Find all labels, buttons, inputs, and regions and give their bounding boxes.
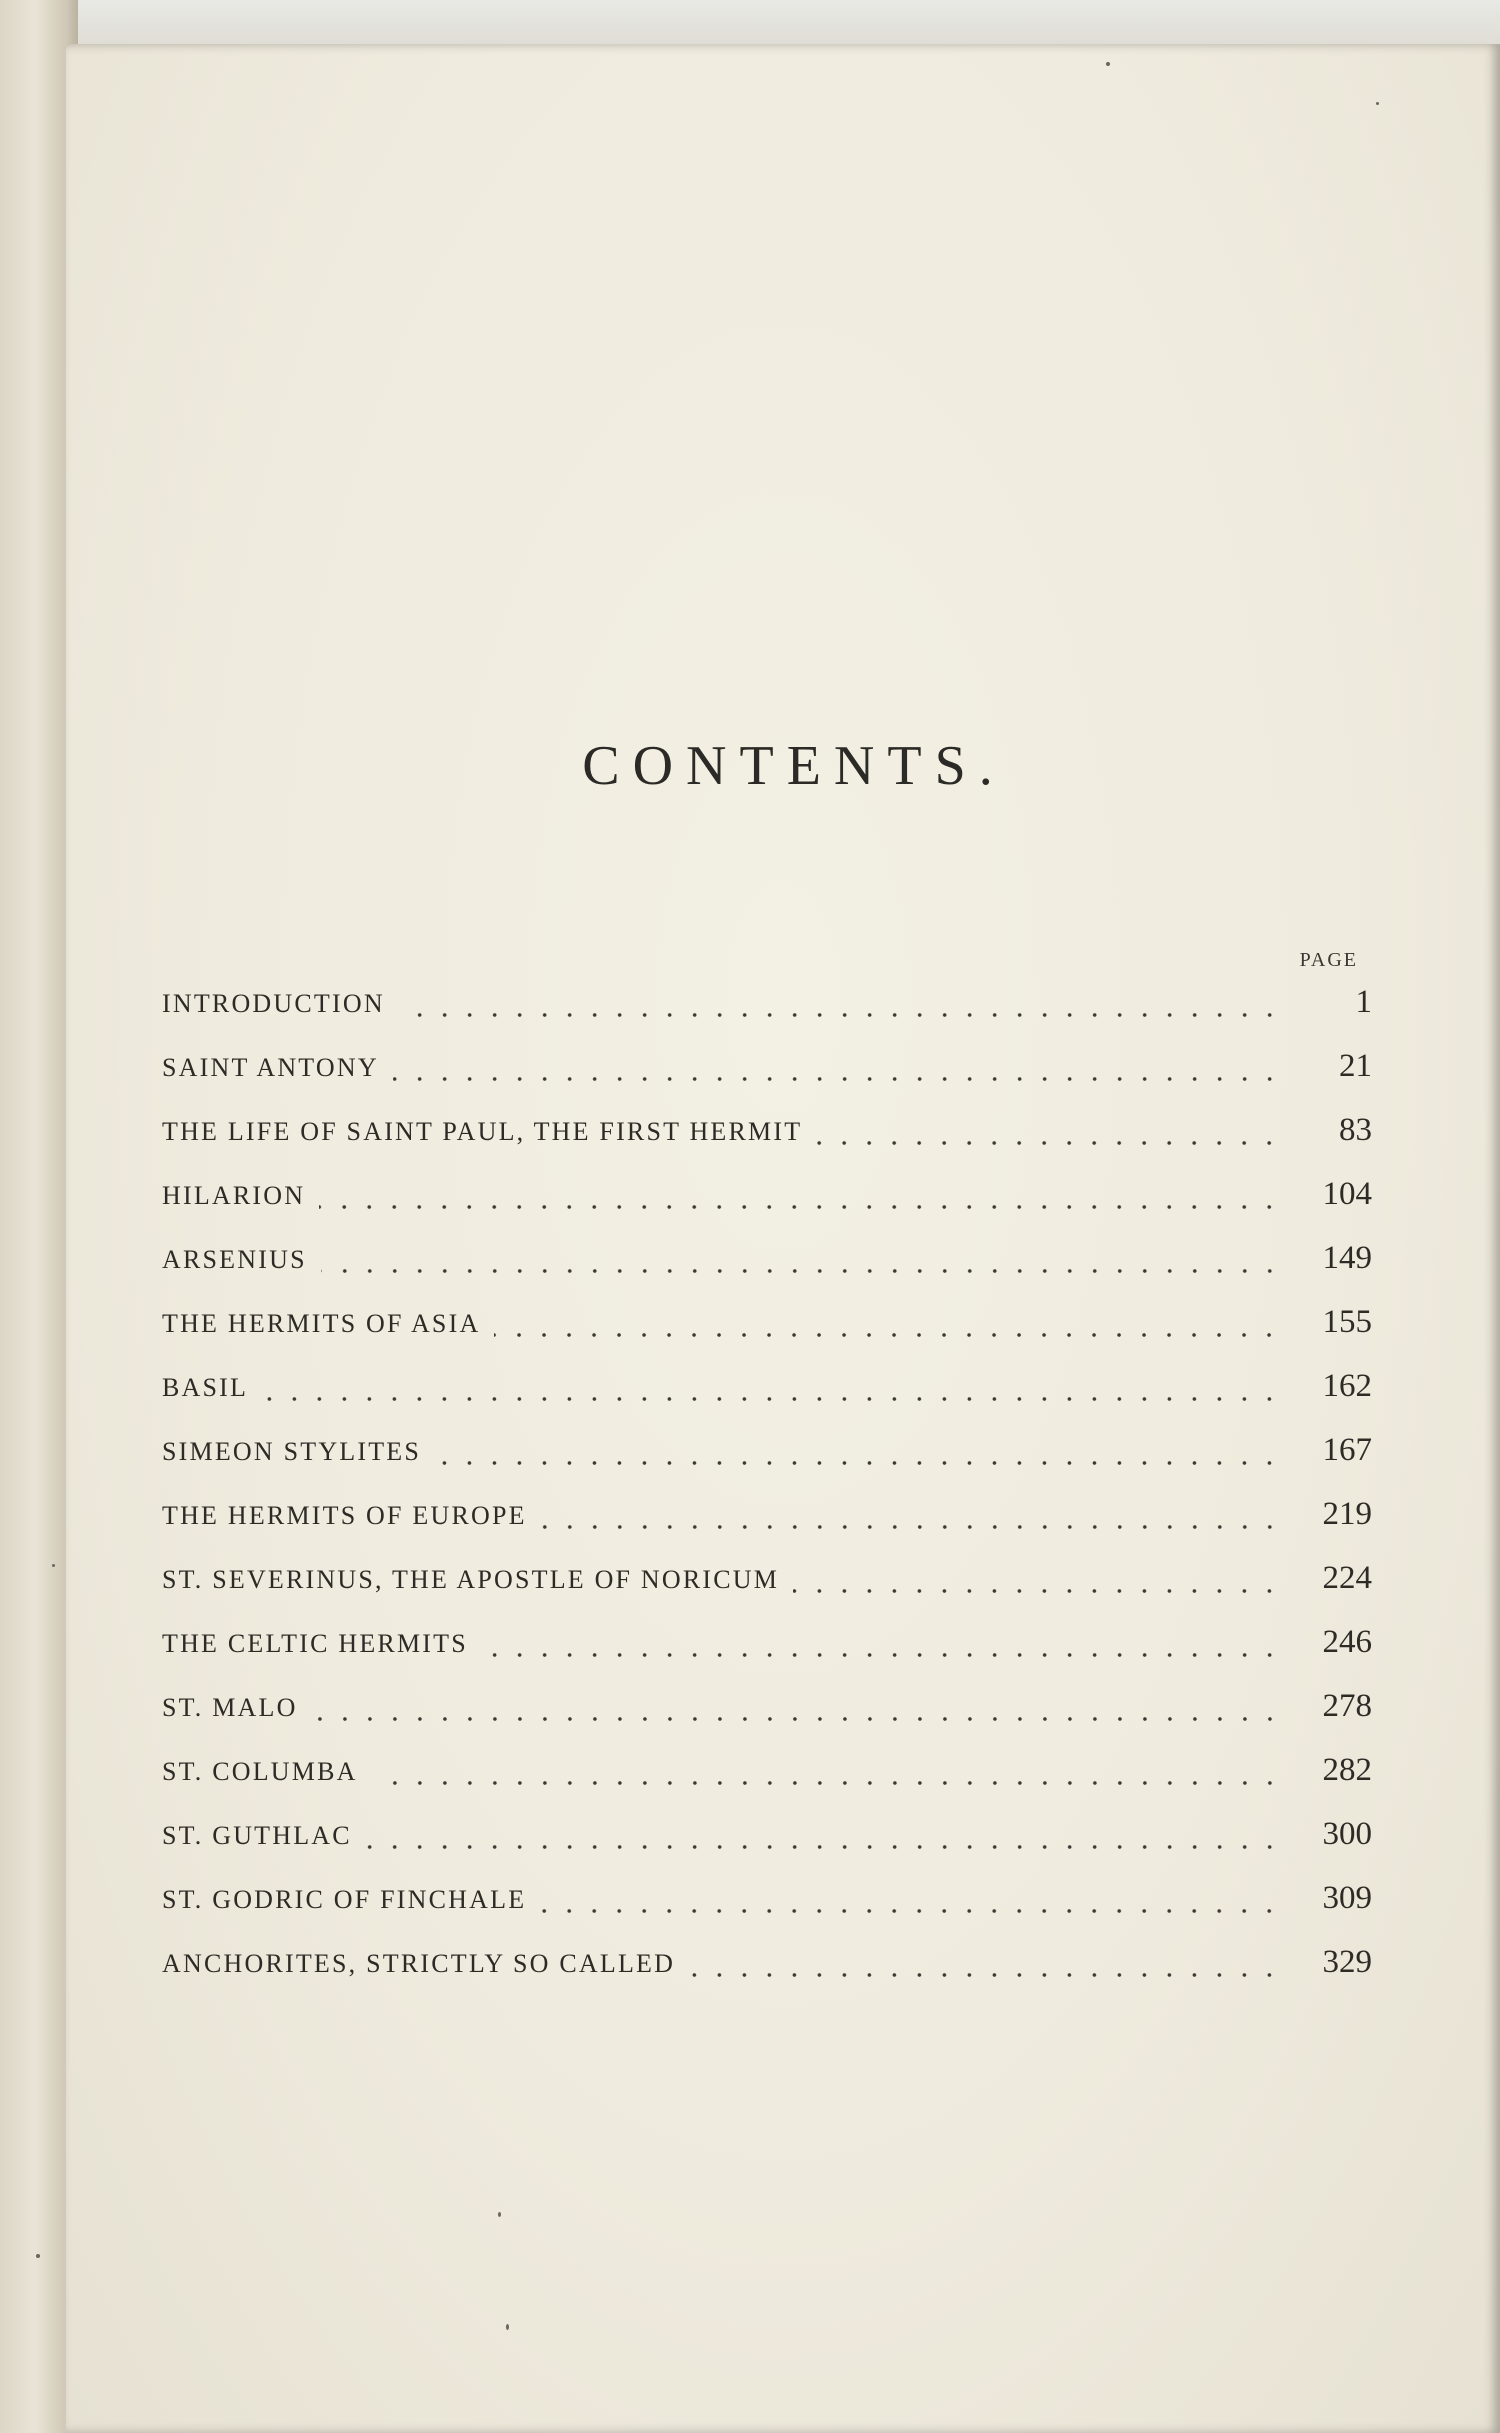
page-column-label: PAGE (1299, 949, 1358, 971)
dot-leader (482, 1652, 1282, 1658)
toc-entry-title: ST. SEVERINUS, THE APOSTLE OF NORICUM (162, 1565, 780, 1594)
toc-entry-page: 309 (1322, 1880, 1372, 1916)
paper-speck (1376, 102, 1379, 105)
toc-entry (162, 1176, 1372, 1226)
toc-entry (162, 1432, 1372, 1482)
dot-leader (435, 1460, 1282, 1466)
toc-entry-page: 1 (1355, 984, 1372, 1020)
toc-entry (162, 1048, 1372, 1098)
toc-entry (162, 1240, 1372, 1290)
toc-entry-title: ARSENIUS (162, 1245, 307, 1274)
toc-entry-title: THE LIFE OF SAINT PAUL, THE FIRST HERMIT (162, 1117, 803, 1146)
toc-entry-title: SAINT ANTONY (162, 1053, 379, 1082)
toc-entry (162, 1560, 1372, 1610)
toc-entry (162, 1624, 1372, 1674)
paper-speck (498, 2212, 501, 2217)
toc-entry-page: 21 (1339, 1048, 1372, 1084)
toc-entry-page: 278 (1322, 1688, 1372, 1724)
dot-leader (393, 1076, 1282, 1082)
toc-entry-page: 246 (1322, 1624, 1372, 1660)
toc-entry (162, 984, 1372, 1034)
toc-entry-title: SIMEON STYLITES (162, 1437, 422, 1466)
background-edge (66, 0, 1500, 48)
toc-entry (162, 1944, 1372, 1994)
dot-leader (321, 1268, 1282, 1274)
toc-entry-page: 219 (1322, 1496, 1372, 1532)
toc-entry (162, 1688, 1372, 1738)
toc-entry-page: 83 (1339, 1112, 1372, 1148)
dot-leader (793, 1588, 1282, 1594)
toc-entry-title: THE HERMITS OF ASIA (162, 1309, 481, 1338)
book-page (66, 44, 1500, 2433)
toc-entry (162, 1304, 1372, 1354)
toc-entry (162, 1880, 1372, 1930)
page-title: CONTENTS. (582, 735, 1006, 797)
paper-speck (506, 2324, 509, 2330)
toc-entry-title: THE HERMITS OF EUROPE (162, 1501, 527, 1530)
paper-speck (52, 1564, 55, 1567)
toc-entry-page: 282 (1322, 1752, 1372, 1788)
toc-entry (162, 1816, 1372, 1866)
toc-entry-page: 149 (1322, 1240, 1372, 1276)
dot-leader (399, 1012, 1282, 1018)
dot-leader (262, 1396, 1282, 1402)
toc-entry (162, 1752, 1372, 1802)
dot-leader (816, 1140, 1282, 1146)
toc-entry-page: 329 (1322, 1944, 1372, 1980)
toc-entry-title: THE CELTIC HERMITS (162, 1629, 468, 1658)
toc-entry-title: ANCHORITES, STRICTLY SO CALLED (162, 1949, 676, 1978)
toc-entry-title: ST. GUTHLAC (162, 1821, 352, 1850)
paper-speck (36, 2254, 40, 2258)
dot-leader (366, 1844, 1282, 1850)
toc-entry (162, 1496, 1372, 1546)
toc-entry-title: INTRODUCTION (162, 989, 385, 1018)
toc-entry-page: 155 (1322, 1304, 1372, 1340)
toc-entry-title: BASIL (162, 1373, 249, 1402)
toc-entry-page: 104 (1322, 1176, 1372, 1212)
toc-entry-title: ST. MALO (162, 1693, 298, 1722)
toc-entry-page: 300 (1322, 1816, 1372, 1852)
toc-entry-page: 162 (1322, 1368, 1372, 1404)
toc-entry-title: ST. GODRIC OF FINCHALE (162, 1885, 527, 1914)
toc-entry-title: ST. COLUMBA (162, 1757, 358, 1786)
dot-leader (541, 1524, 1282, 1530)
toc-entry-page: 224 (1322, 1560, 1372, 1596)
toc-entry (162, 1368, 1372, 1418)
toc-entry (162, 1112, 1372, 1162)
dot-leader (312, 1716, 1282, 1722)
paper-speck (1106, 62, 1110, 66)
dot-leader (319, 1204, 1282, 1210)
dot-leader (494, 1332, 1282, 1338)
toc-entry-title: HILARION (162, 1181, 306, 1210)
dot-leader (540, 1908, 1282, 1914)
toc-entry-page: 167 (1322, 1432, 1372, 1468)
dot-leader (372, 1780, 1282, 1786)
dot-leader (689, 1972, 1282, 1978)
